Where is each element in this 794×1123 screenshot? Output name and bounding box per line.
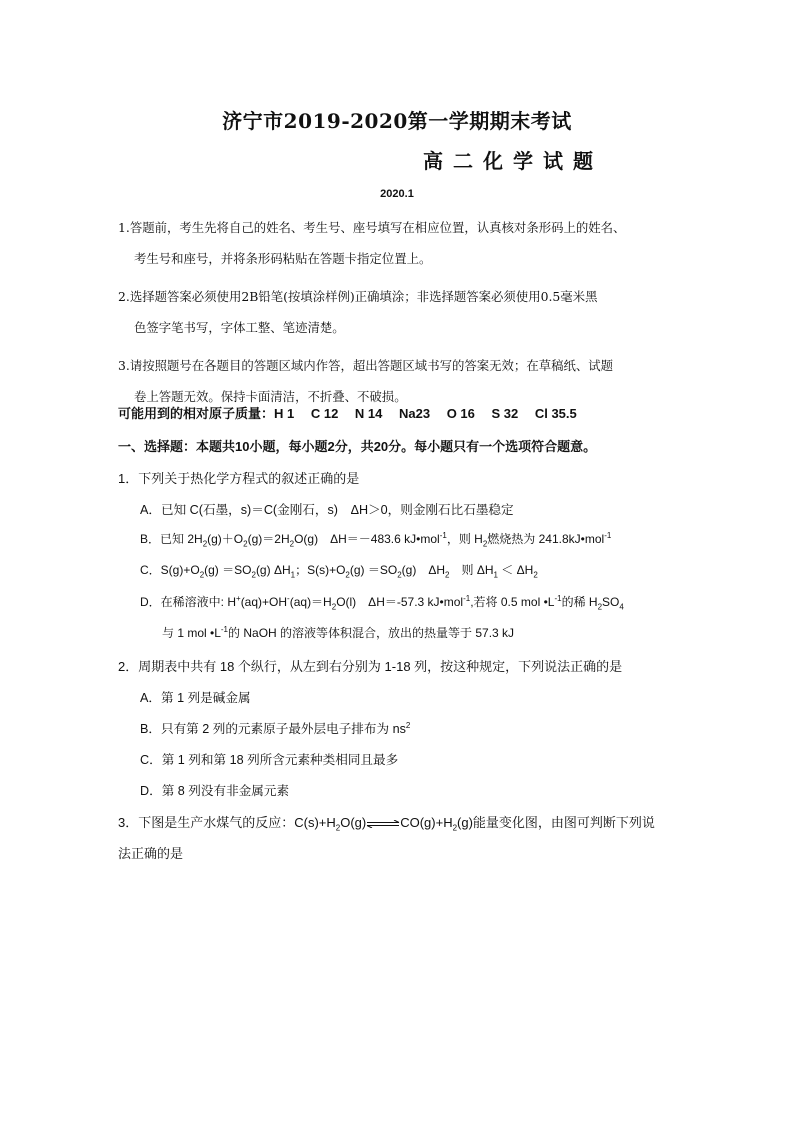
- question-2-stem: 2．周期表中共有 18 个纵行，从左到右分别为 1-18 列，按这种规定，下列说法正确的是: [118, 659, 623, 674]
- question-3-stem-cont: 法正确的是: [118, 846, 184, 861]
- instruction-2: 2.选择题答案必须使用2B铅笔(按填涂样例)正确填涂；非选择题答案必须使用0.5毫米黑 色签字笔书写，字体工整、笔迹清楚。: [118, 289, 598, 335]
- question-2-option-b: B．只有第 2 列的元素原子最外层电子排布为 $ns^2$: [140, 720, 411, 736]
- section-heading: 一、选择题：本题共10小题，每小题2分，共20分。每小题只有一个选项符合题意。: [118, 439, 597, 454]
- question-2-option-a: A．第 1 列是碱金属: [140, 691, 251, 705]
- question-1-stem: 1．下列关于热化学方程式的叙述正确的是: [118, 471, 360, 486]
- question-1-option-d: D．在稀溶液中: $H^+(aq)+OH^-(aq)=H_2O(l)$ ΔH＝-57.3 kJ•mol$^{-1}$,若将 0.5 mol $•L^{-1}$的稀 $H_2SO_4$: [140, 594, 624, 612]
- equilibrium-arrow-icon: [366, 820, 400, 828]
- question-3-stem: 3．下图是生产水煤气的反应：$C(s)+H_2O(g)$ $CO(g)+H_2(g)$能量变化图，由图可判断下列说: [118, 815, 655, 833]
- atomic-masses: 可能用到的相对原子质量：H 1 C 12 N 14 Na23 O 16 S 32 Cl 35.5: [118, 406, 577, 421]
- instruction-1: 1.答题前，考生先将自己的姓名、考生号、座号填写在相应位置，认真核对条形码上的姓名、 考生号和座号，并将条形码粘贴在答题卡指定位置上。: [118, 220, 626, 266]
- question-1-option-d-cont: 与 1 mol $•L^{-1}$的 NaOH 的溶液等体积混合，放出的热量等于 57.3 kJ: [162, 625, 515, 640]
- question-1-option-c: C．$S(g)+O_2(g) =SO_2(g)$ $\Delta H_1$；$S(s)+O_2(g) =SO_2(g)$ $\Delta H_2$ 则 $\Delta H_1 < \Delta H_2$: [140, 563, 538, 580]
- exam-subtitle: 高二化学试题: [423, 149, 603, 173]
- exam-title: 济宁市2019-2020第一学期期末考试: [222, 109, 572, 133]
- exam-date: 2020.1: [380, 188, 414, 200]
- question-1-option-b: B．已知 $2H_2(g)+O_2(g)=2H_2O(g)$ ΔH＝－483.6 kJ•mol$^{-1}$，则 $H_2$燃烧热为 241.8kJ•mol$^{-1}$: [140, 531, 612, 549]
- instruction-3: 3.请按照题号在各题目的答题区域内作答，超出答题区域书写的答案无效；在草稿纸、试题 卷上答题无效。保持卡面清洁，不折叠、不破损。: [118, 358, 614, 404]
- question-2-option-c: C．第 1 列和第 18 列所含元素种类相同且最多: [140, 753, 399, 767]
- instructions: [118, 212, 683, 419]
- question-1-option-a: A．已知 C(石墨，s)＝C(金刚石，s) ΔH＞0，则金刚石比石墨稳定: [140, 503, 514, 517]
- question-2-option-d: D．第 8 列没有非金属元素: [140, 784, 290, 798]
